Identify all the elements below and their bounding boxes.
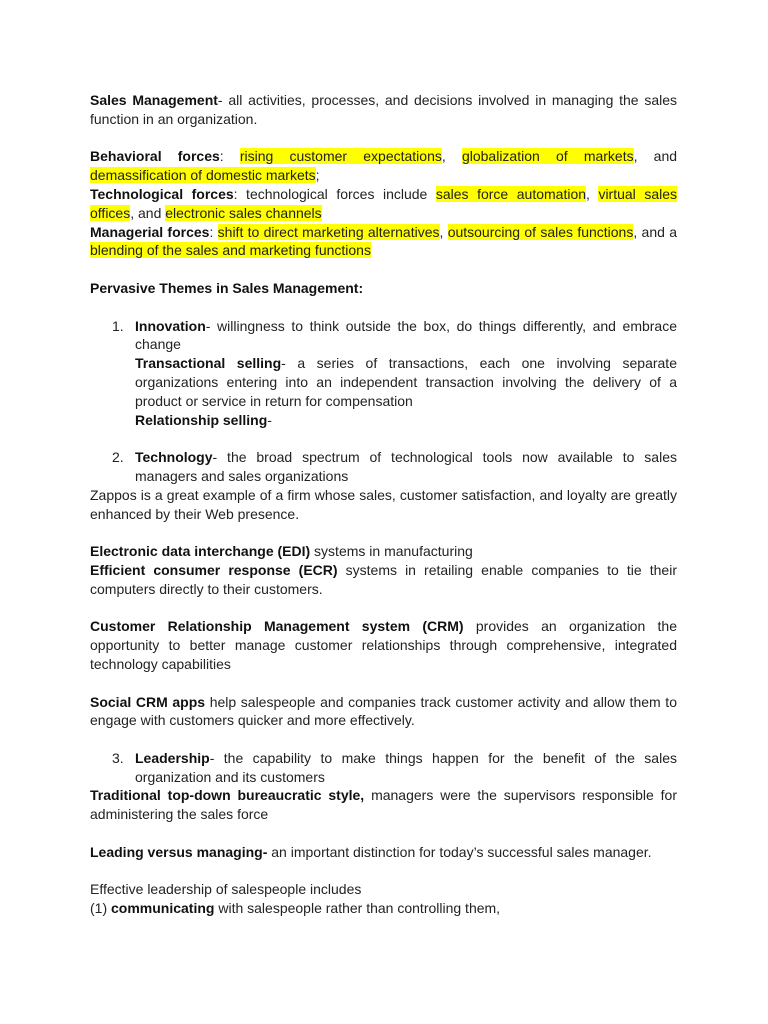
- transactional-selling-definition: Transactional selling- a series of transactions, each one involving separate organizations entering into an independent transaction involving the delivery of a product or service in return for compensation: [135, 355, 677, 409]
- edi-paragraph: Electronic data interchange (EDI) systems in manufacturing: [90, 543, 473, 560]
- list-item-technology: [90, 448, 677, 486]
- term-technological-forces: Technological forces: [90, 185, 234, 202]
- term-technology: Technology: [135, 449, 213, 466]
- list-number: 3.: [112, 749, 124, 766]
- effective-leadership-intro: Effective leadership of salespeople includes: [90, 881, 362, 898]
- term-behavioral-forces: Behavioral forces: [90, 148, 220, 165]
- leading-vs-managing-paragraph: Leading versus managing- an important distinction for today’s successful sales manager.: [90, 843, 652, 860]
- term-traditional-style: Traditional top-down bureaucratic style,: [90, 787, 365, 804]
- highlight-rising-customer-expectations: rising customer expectations: [239, 148, 442, 165]
- highlight-direct-marketing: shift to direct marketing alternatives: [217, 223, 440, 240]
- highlight-demassification: demassification of domestic markets: [90, 167, 316, 184]
- communicating-item: (1) communicating with salespeople rather than controlling them,: [90, 900, 501, 917]
- list-number: 2.: [112, 449, 124, 466]
- list-number: 1.: [112, 317, 124, 334]
- document-body: [90, 91, 677, 918]
- term-relationship-selling: Relationship selling: [135, 411, 268, 428]
- traditional-style-paragraph: Traditional top-down bureaucratic style, managers were the supervisors responsible for administering the sales force: [90, 787, 677, 823]
- term-innovation: Innovation: [135, 317, 206, 334]
- highlight-outsourcing: outsourcing of sales functions: [447, 223, 634, 240]
- sales-management-definition: Sales Management- all activities, processes, and decisions involved in managing the sales function in an organization.: [90, 92, 677, 127]
- term-edi: Electronic data interchange (EDI): [90, 543, 311, 560]
- ecr-paragraph: Efficient consumer response (ECR) systems in retailing enable companies to tie their computers directly to their customers.: [90, 561, 677, 597]
- list-item-innovation: [90, 317, 677, 430]
- term-transactional-selling: Transactional selling: [135, 355, 282, 372]
- highlight-globalization-of-markets: globalization of markets: [461, 148, 634, 165]
- term-sales-management: Sales Management: [90, 92, 218, 108]
- relationship-selling-definition: Relationship selling-: [135, 411, 272, 428]
- highlight-blending: blending of the sales and marketing functions: [90, 242, 371, 259]
- managerial-forces-definition: Managerial forces: shift to direct marketing alternatives, outsourcing of sales functions, and a blending of the sales and marketing functions: [90, 223, 677, 259]
- term-leading-vs-managing: Leading versus managing-: [90, 843, 268, 860]
- term-social-crm: Social CRM apps: [90, 693, 206, 710]
- highlight-virtual-sales-offices: virtual sales offices: [90, 185, 677, 221]
- technological-forces-definition: Technological forces: technological forces include sales force automation, virtual sales offices, and electronic sales channels: [90, 185, 677, 221]
- term-ecr: Efficient consumer response (ECR): [90, 561, 338, 578]
- highlight-sales-force-automation: sales force automation: [435, 185, 587, 202]
- themes-heading: Pervasive Themes in Sales Management:: [90, 279, 364, 296]
- technology-definition: Technology- the broad spectrum of technological tools now available to sales managers and sales organizations: [135, 449, 677, 484]
- highlight-electronic-sales-channels: electronic sales channels: [165, 204, 322, 221]
- behavioral-forces-definition: Behavioral forces: rising customer expectations, globalization of markets, and demassification of domestic markets;: [90, 148, 678, 184]
- leadership-definition: Leadership- the capability to make things happen for the benefit of the sales organization and its customers: [135, 749, 677, 785]
- term-leadership: Leadership: [135, 749, 210, 766]
- crm-paragraph: Customer Relationship Management system (CRM) provides an organization the opportunity to better manage customer relationships through comprehensive, integrated technology capabilities: [90, 618, 677, 672]
- innovation-definition: Innovation- willingness to think outside the box, do things differently, and embrace change: [135, 317, 677, 353]
- zappos-paragraph: Zappos is a great example of a firm whose sales, customer satisfaction, and loyalty are greatly enhanced by their Web presence.: [90, 486, 677, 522]
- term-communicating: communicating: [111, 900, 215, 917]
- list-item-leadership: [90, 749, 677, 787]
- social-crm-paragraph: Social CRM apps help salespeople and companies track customer activity and allow them to engage with customers quicker and more effectively.: [90, 693, 677, 729]
- term-crm: Customer Relationship Management system (CRM): [90, 618, 464, 635]
- term-managerial-forces: Managerial forces: [90, 223, 210, 240]
